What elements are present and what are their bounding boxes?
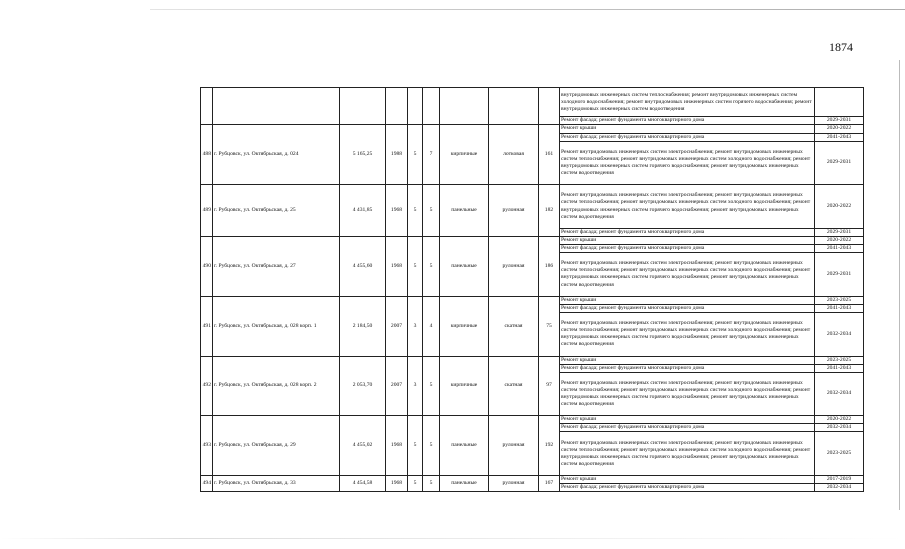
table-row	[201, 88, 864, 117]
work-description: Ремонт фасада; ремонт фундамента многоквартирного дома	[560, 117, 815, 125]
build-year: 2007	[386, 356, 408, 416]
building-address: г. Рубцовск, ул. Октябрьская, д. 024	[213, 125, 340, 185]
roof-type: рулонная	[489, 476, 539, 492]
building-address: г. Рубцовск, ул. Октябрьская, д. 33	[213, 476, 340, 492]
page-number: 1874	[829, 40, 853, 54]
work-description: Ремонт фасада; ремонт фундамента многоквартирного дома	[560, 228, 815, 236]
work-description: Ремонт фасада; ремонт фундамента многоквартирного дома	[560, 364, 815, 372]
build-year: 1968	[386, 236, 408, 296]
work-period: 2032-2034	[815, 312, 864, 356]
flats-count: 161	[539, 125, 560, 185]
continuation-empty-cell	[340, 88, 386, 125]
work-period: 2032-2034	[815, 424, 864, 432]
wall-material: кирпичные	[440, 125, 489, 185]
floors-min: 5	[408, 125, 423, 185]
floors-max: 5	[423, 416, 440, 476]
work-period: 2020-2022	[815, 185, 864, 229]
work-description: Ремонт фасада; ремонт фундамента многоквартирного дома	[560, 133, 815, 141]
work-period: 2032-2034	[815, 484, 864, 492]
work-description: Ремонт крыши	[560, 296, 815, 304]
floors-max: 5	[423, 236, 440, 296]
floors-max: 5	[423, 185, 440, 237]
roof-type: скатная	[489, 296, 539, 356]
continuation-empty-cell	[408, 88, 423, 125]
building-area: 5 165,25	[340, 125, 386, 185]
work-period: 2029-2031	[815, 228, 864, 236]
build-year: 1968	[386, 416, 408, 476]
table-row	[201, 185, 864, 229]
floors-max: 5	[423, 356, 440, 416]
work-period	[815, 88, 864, 117]
work-description: Ремонт внутридомовых инженерных систем электроснабжения; ремонт внутридомовых инженерных систем теплоснабжения; ремонт внутридомовых инженерных систем холодного водоснабжения; ремонт внутридомовых инженерных систем горячего водоснабжения; ремонт внутридомовых инженерных систем водоотведения	[560, 312, 815, 356]
table-body	[201, 88, 864, 492]
work-period: 2020-2022	[815, 125, 864, 133]
repair-schedule-table	[200, 87, 864, 492]
continuation-empty-cell	[213, 88, 340, 125]
scan-right-edge	[899, 60, 900, 510]
table-row	[201, 296, 864, 304]
row-number: 494	[201, 476, 213, 492]
work-description: Ремонт внутридомовых инженерных систем электроснабжения; ремонт внутридомовых инженерных систем теплоснабжения; ремонт внутридомовых инженерных систем холодного водоснабжения; ремонт внутридомовых инженерных систем горячего водоснабжения; ремонт внутридомовых инженерных систем водоотведения	[560, 432, 815, 476]
work-description: Ремонт внутридомовых инженерных систем электроснабжения; ремонт внутридомовых инженерных систем теплоснабжения; ремонт внутридомовых инженерных систем холодного водоснабжения; ремонт внутридомовых инженерных систем горячего водоснабжения; ремонт внутридомовых инженерных систем водоотведения	[560, 185, 815, 229]
work-period: 2020-2022	[815, 416, 864, 424]
work-period: 2017-2019	[815, 476, 864, 484]
wall-material: панельные	[440, 185, 489, 237]
building-address: г. Рубцовск, ул. Октябрьская, д. 028 корп. 1	[213, 296, 340, 356]
building-area: 4 454,58	[340, 476, 386, 492]
floors-min: 3	[408, 356, 423, 416]
building-address: г. Рубцовск, ул. Октябрьская, д. 028 корп. 2	[213, 356, 340, 416]
work-period: 2029-2031	[815, 141, 864, 185]
building-area: 4 431,85	[340, 185, 386, 237]
table-row	[201, 125, 864, 133]
building-area: 2 184,50	[340, 296, 386, 356]
floors-min: 5	[408, 416, 423, 476]
continuation-empty-cell	[386, 88, 408, 125]
build-year: 2007	[386, 296, 408, 356]
continuation-empty-cell	[489, 88, 539, 125]
work-period: 2041-2043	[815, 304, 864, 312]
table-row	[201, 416, 864, 424]
row-number: 488	[201, 125, 213, 185]
work-description: Ремонт крыши	[560, 356, 815, 364]
work-period: 2029-2031	[815, 253, 864, 297]
building-area: 2 053,70	[340, 356, 386, 416]
wall-material: кирпичные	[440, 296, 489, 356]
work-period: 2032-2034	[815, 372, 864, 416]
work-description: Ремонт фасада; ремонт фундамента многоквартирного дома	[560, 245, 815, 253]
work-period: 2023-2025	[815, 296, 864, 304]
table-row	[201, 236, 864, 244]
work-period: 2023-2025	[815, 432, 864, 476]
row-number: 492	[201, 356, 213, 416]
building-address: г. Рубцовск, ул. Октябрьская, д. 27	[213, 236, 340, 296]
building-address: г. Рубцовск, ул. Октябрьская, д. 29	[213, 416, 340, 476]
work-period: 2023-2025	[815, 356, 864, 364]
row-number: 491	[201, 296, 213, 356]
table-row	[201, 356, 864, 364]
work-period: 2020-2022	[815, 236, 864, 244]
build-year: 1968	[386, 476, 408, 492]
work-period: 2029-2031	[815, 117, 864, 125]
floors-max: 7	[423, 125, 440, 185]
work-period: 2041-2043	[815, 364, 864, 372]
work-description: Ремонт фасада; ремонт фундамента многоквартирного дома	[560, 484, 815, 492]
flats-count: 192	[539, 416, 560, 476]
flats-count: 186	[539, 236, 560, 296]
building-address: г. Рубцовск, ул. Октябрьская, д. 25	[213, 185, 340, 237]
table-row	[201, 476, 864, 484]
wall-material: панельные	[440, 416, 489, 476]
flats-count: 182	[539, 185, 560, 237]
roof-type: рулонная	[489, 236, 539, 296]
flats-count: 167	[539, 476, 560, 492]
building-area: 4 455,60	[340, 236, 386, 296]
build-year: 1988	[386, 125, 408, 185]
work-period: 2041-2043	[815, 245, 864, 253]
row-number: 490	[201, 236, 213, 296]
work-description: Ремонт фасада; ремонт фундамента многоквартирного дома	[560, 304, 815, 312]
floors-min: 3	[408, 296, 423, 356]
build-year: 1968	[386, 185, 408, 237]
work-description: Ремонт крыши	[560, 236, 815, 244]
work-description: Ремонт внутридомовых инженерных систем электроснабжения; ремонт внутридомовых инженерных систем теплоснабжения; ремонт внутридомовых инженерных систем холодного водоснабжения; ремонт внутридомовых инженерных систем горячего водоснабжения; ремонт внутридомовых инженерных систем водоотведения	[560, 141, 815, 185]
work-period: 2041-2043	[815, 133, 864, 141]
continuation-empty-cell	[539, 88, 560, 125]
building-area: 4 455,02	[340, 416, 386, 476]
work-description: Ремонт внутридомовых инженерных систем электроснабжения; ремонт внутридомовых инженерных систем теплоснабжения; ремонт внутридомовых инженерных систем холодного водоснабжения; ремонт внутридомовых инженерных систем горячего водоснабжения; ремонт внутридомовых инженерных систем водоотведения	[560, 372, 815, 416]
row-number: 493	[201, 416, 213, 476]
floors-min: 5	[408, 185, 423, 237]
work-description: Ремонт крыши	[560, 125, 815, 133]
wall-material: панельные	[440, 476, 489, 492]
work-description: Ремонт крыши	[560, 476, 815, 484]
floors-max: 4	[423, 296, 440, 356]
floors-min: 5	[408, 236, 423, 296]
floors-max: 5	[423, 476, 440, 492]
row-number: 489	[201, 185, 213, 237]
work-description: Ремонт внутридомовых инженерных систем электроснабжения; ремонт внутридомовых инженерных систем теплоснабжения; ремонт внутридомовых инженерных систем холодного водоснабжения; ремонт внутридомовых инженерных систем горячего водоснабжения; ремонт внутридомовых инженерных систем водоотведения	[560, 253, 815, 297]
flats-count: 75	[539, 296, 560, 356]
floors-min: 5	[408, 476, 423, 492]
continuation-empty-cell	[440, 88, 489, 125]
roof-type: скатная	[489, 356, 539, 416]
wall-material: кирпичные	[440, 356, 489, 416]
work-description: Ремонт крыши	[560, 416, 815, 424]
roof-type: рулонная	[489, 416, 539, 476]
scan-bottom-line	[0, 538, 905, 539]
flats-count: 97	[539, 356, 560, 416]
wall-material: панельные	[440, 236, 489, 296]
roof-type: рулонная	[489, 185, 539, 237]
continuation-empty-cell	[423, 88, 440, 125]
scan-top-line	[150, 9, 905, 10]
roof-type: лотковая	[489, 125, 539, 185]
work-description: внутридомовых инженерных систем теплоснабжения; ремонт внутридомовых инженерных систем холодного водоснабжения; ремонт внутридомовых инженерных систем горячего водоснабжения; ремонт внутридомовых инженерных систем водоотведения	[560, 88, 815, 117]
work-description: Ремонт фасада; ремонт фундамента многоквартирного дома	[560, 424, 815, 432]
continuation-empty-cell	[201, 88, 213, 125]
